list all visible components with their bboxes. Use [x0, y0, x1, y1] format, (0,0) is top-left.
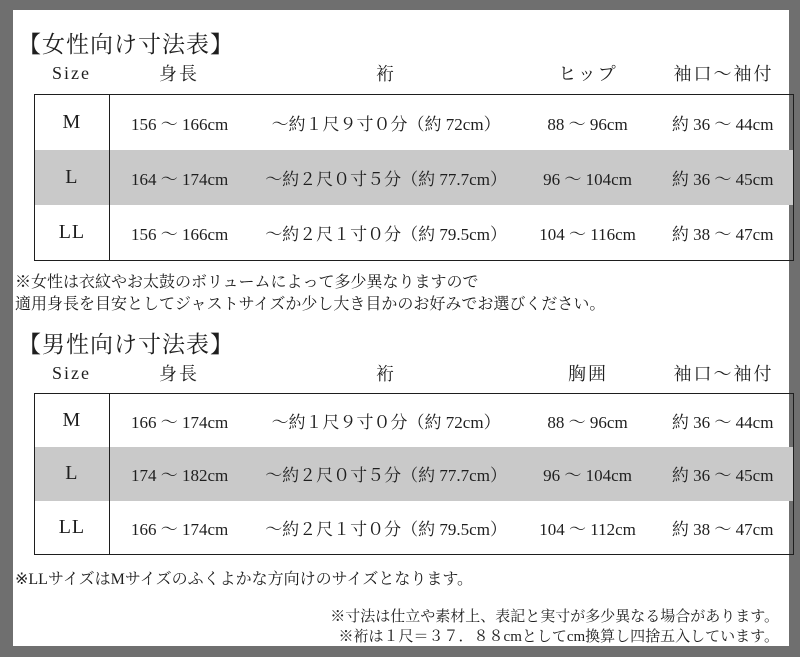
- sleeve-value: ～約２尺１寸０分（約 79.5cm）: [265, 519, 507, 539]
- women-header-height: 身長: [159, 64, 199, 84]
- cuff-value: 約 36 ～ 45cm: [671, 170, 774, 189]
- men-header-cuff: 袖口～袖付: [673, 364, 774, 384]
- sleeve-value: ～約２尺０寸５分（約 77.7cm）: [265, 170, 507, 189]
- footer-notes: [330, 607, 779, 647]
- women-size-table: [34, 94, 794, 261]
- sleeve-value: ～約２尺１寸０分（約 79.5cm）: [265, 225, 507, 244]
- size-label: M: [35, 95, 110, 150]
- women-notes: [15, 272, 605, 316]
- chest-value: 88 ～ 96cm: [547, 413, 628, 433]
- cuff-value: 約 36 ～ 44cm: [671, 115, 774, 134]
- women-section-title: 【女性向け寸法表】: [18, 32, 234, 57]
- paper-background: [13, 10, 789, 646]
- height-value: 174 ～ 182cm: [130, 466, 229, 486]
- cuff-value: 約 36 ～ 45cm: [671, 466, 774, 486]
- sleeve-value: ～約１尺９寸０分（約 72cm）: [271, 115, 501, 134]
- size-label: L: [35, 447, 110, 500]
- table-row: [35, 447, 793, 500]
- men-header-chest: 胸囲: [568, 364, 608, 384]
- table-row: [35, 95, 793, 150]
- men-header-size: Size: [52, 362, 91, 383]
- size-label: LL: [35, 501, 110, 554]
- hip-value: 88 ～ 96cm: [547, 115, 628, 134]
- cuff-value: 約 38 ～ 47cm: [671, 225, 774, 244]
- size-label: M: [35, 394, 110, 447]
- table-row: [35, 501, 793, 554]
- height-value: 156 ～ 166cm: [130, 225, 229, 244]
- hip-value: 96 ～ 104cm: [543, 170, 632, 189]
- women-header-sleeve: 裄: [376, 64, 396, 84]
- women-header-cuff: 袖口～袖付: [673, 64, 774, 84]
- women-table-header: [34, 58, 794, 88]
- chest-value: 96 ～ 104cm: [543, 466, 632, 486]
- table-row: [35, 394, 793, 447]
- footer-note-line: ※寸法は仕立や素材上、表記と実寸が多少異なる場合があります。: [330, 609, 779, 625]
- table-row: [35, 150, 793, 205]
- men-note: ※LLサイズはMサイズのふくよかな方向けのサイズとなります。: [15, 571, 474, 588]
- chest-value: 104 ～ 112cm: [539, 519, 636, 539]
- men-section-title: 【男性向け寸法表】: [18, 332, 234, 357]
- men-header-sleeve: 裄: [376, 364, 396, 384]
- height-value: 166 ～ 174cm: [130, 413, 229, 433]
- women-note-line: 適用身長を目安としてジャストサイズか少し大き目かのお好みでお選びください。: [15, 296, 606, 313]
- sleeve-value: ～約１尺９寸０分（約 72cm）: [271, 413, 501, 433]
- footer-note-line: ※裄は１尺＝３７．８８cmとしてcm換算し四捨五入しています。: [338, 629, 779, 645]
- women-header-hip: ヒップ: [558, 64, 618, 84]
- table-row: [35, 205, 793, 260]
- women-header-size: Size: [52, 62, 91, 83]
- height-value: 156 ～ 166cm: [130, 115, 229, 134]
- size-label: L: [35, 150, 110, 205]
- cuff-value: 約 36 ～ 44cm: [671, 413, 774, 433]
- height-value: 166 ～ 174cm: [130, 519, 229, 539]
- women-note-line: ※女性は衣紋やお太鼓のボリュームによって多少異なりますので: [15, 274, 479, 291]
- hip-value: 104 ～ 116cm: [539, 225, 636, 244]
- sleeve-value: ～約２尺０寸５分（約 77.7cm）: [265, 466, 507, 486]
- cuff-value: 約 38 ～ 47cm: [671, 519, 774, 539]
- men-table-header: [34, 358, 794, 388]
- size-label: LL: [35, 205, 110, 260]
- men-size-table: [34, 393, 794, 555]
- men-header-height: 身長: [159, 364, 199, 384]
- height-value: 164 ～ 174cm: [130, 170, 229, 189]
